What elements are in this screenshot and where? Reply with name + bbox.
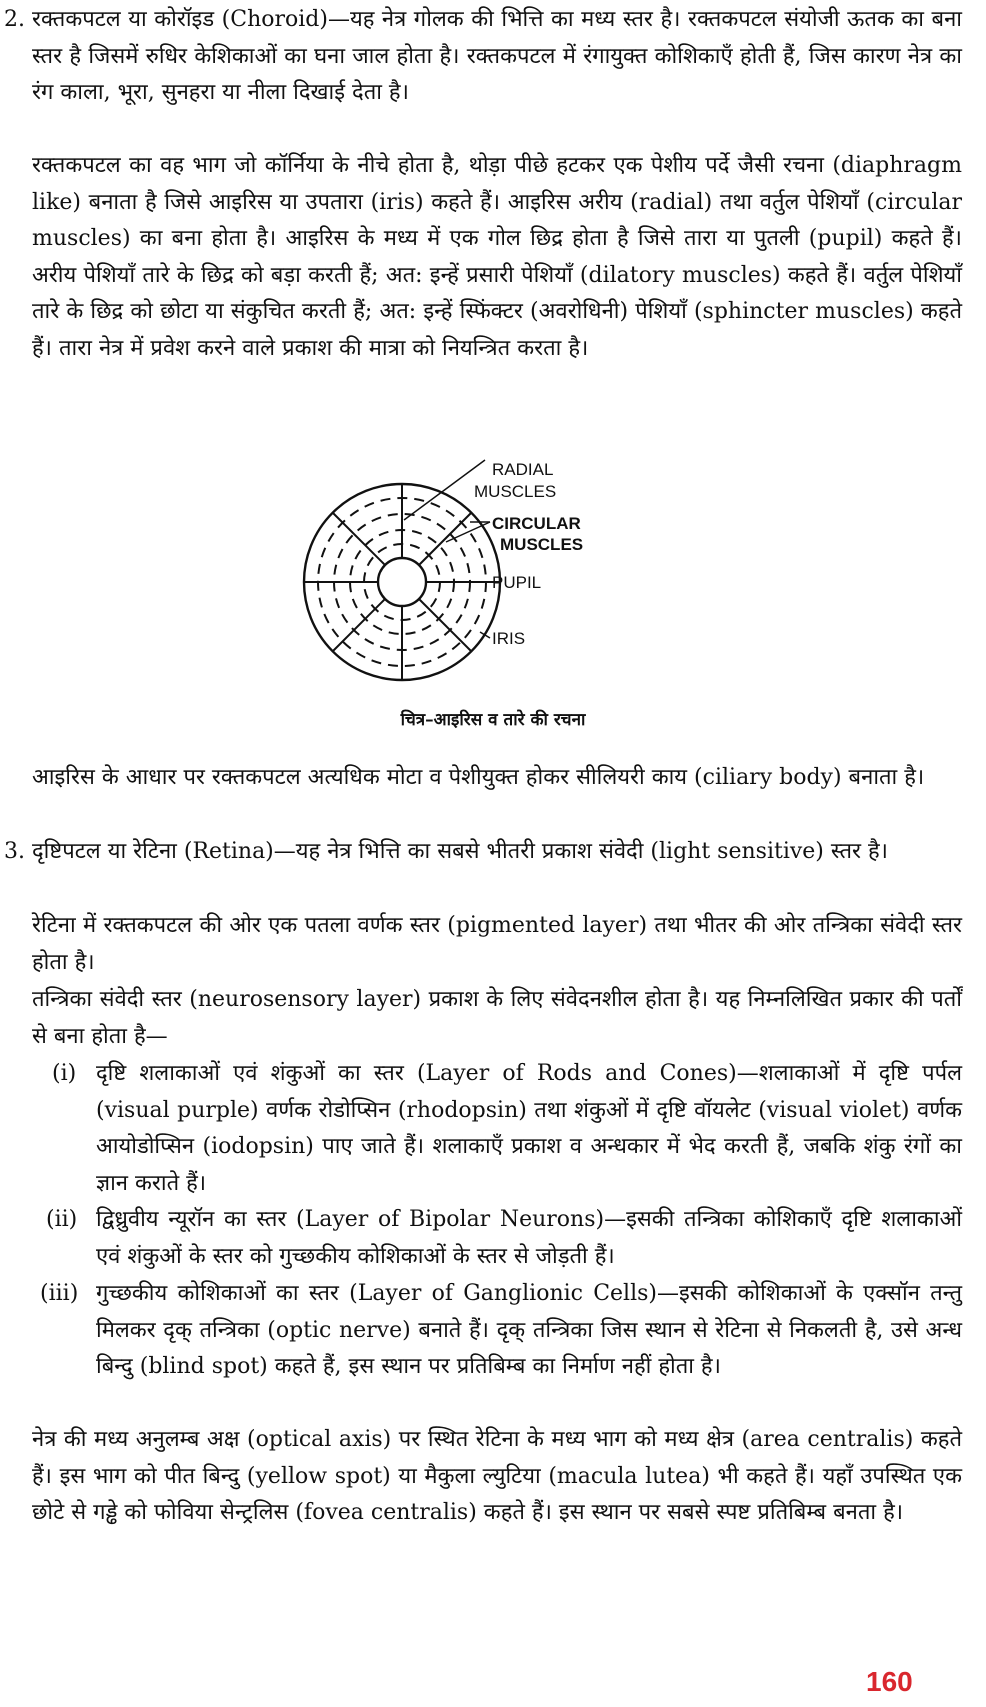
label-radial-1: RADIAL xyxy=(492,460,554,479)
figure-caption: चित्र–आइरिस व तारे की रचना xyxy=(400,710,586,730)
list-item: गुच्छकीय कोशिकाओं का स्तर (Layer of Ganglionic Cells)—इसकी कोशिकाओं के एक्सॉन तन्तु मिलकर दृक् तन्त्रिका (optic nerve) बनाते हैं। दृक् तन्त्रिका जिस स्थान से रेटिना से निकलती है, उसे अन्ध बिन्दु (blind spot) कहते हैं, इस स्थान पर प्रतिबिम्ब का निर्माण नहीं होता है। xyxy=(96,1281,962,1380)
section-2-paragraph-2: रक्तकपटल का वह भाग जो कॉर्निया के नीचे होता है, थोड़ा पीछे हटकर एक पेशीय पर्दे जैसी रचना (diaphragm like) बनाता है जिसे आइरिस या उपतारा (iris) कहते हैं। आइरिस अरीय (radial) तथा वर्तुल पेशियाँ (circular muscles) का बना होता है। आइरिस के मध्य में एक गोल छिद्र होता है जिसे तारा या पुतली (pupil) कहते हैं। अरीय पेशियाँ तारे के छिद्र को बड़ा करती हैं; अत: इन्हें प्रसारी पेशियाँ (dilatory muscles) कहते हैं। वर्तुल पेशियाँ तारे के छिद्र को छोटा या संकुचित करती हैं; अत: इन्हें स्फिंक्टर (अवरोधिनी) पेशियाँ (sphincter muscles) कहते हैं। तारा नेत्र में प्रवेश करने वाले प्रकाश की मात्रा को नियन्त्रित करता है। xyxy=(32,153,962,361)
page-number: 160 xyxy=(866,1666,913,1697)
pupil-circle xyxy=(378,558,426,606)
iris-diagram xyxy=(300,460,680,720)
ciliary-body-paragraph: आइरिस के आधार पर रक्तकपटल अत्यधिक मोटा व पेशीयुक्त होकर सीलियरी काय (ciliary body) बनाता है। xyxy=(32,765,925,790)
section-3-paragraph-4: नेत्र की मध्य अनुलम्ब अक्ष (optical axis) पर स्थित रेटिना के मध्य भाग को मध्य क्षेत्र (area centralis) कहते हैं। इस भाग को पीत बिन्दु (yellow spot) या मैकुला ल्युटिया (macula lutea) भी कहते हैं। यहाँ उपस्थित एक छोटे से गड्ढे को फोविया सेन्ट्रलिस (fovea centralis) कहते हैं। इस स्थान पर सबसे स्पष्ट प्रतिबिम्ब बनता है। xyxy=(32,1427,962,1526)
list-item-number: (ii) xyxy=(46,1207,78,1232)
section-2-paragraph-1: रक्तकपटल या कोरॉइड (Choroid)—यह नेत्र गोलक की भित्ति का मध्य स्तर है। रक्तकपटल संयोजी ऊतक का बना स्तर है जिसमें रुधिर केशिकाओं का घना जाल होता है। रक्तकपटल में रंगायुक्त कोशिकाएँ होती हैं, जिस कारण नेत्र का रंग काला, भूरा, सुनहरा या नीला दिखाई देता है। xyxy=(32,7,962,106)
label-circular-2: MUSCLES xyxy=(500,535,584,554)
list-item: द्विध्रुवीय न्यूरॉन का स्तर (Layer of Bipolar Neurons)—इसकी तन्त्रिका कोशिकाएँ दृष्टि शलाकाओं एवं शंकुओं के स्तर को गुच्छकीय कोशिकाओं के स्तर से जोड़ती हैं। xyxy=(96,1207,962,1269)
section-3-paragraph-2: रेटिना में रक्तकपटल की ओर एक पतला वर्णक स्तर (pigmented layer) तथा भीतर की ओर तन्त्रिका संवेदी स्तर होता है। xyxy=(32,913,962,975)
list-item-number: (i) xyxy=(52,1061,77,1086)
list-item: दृष्टि शलाकाओं एवं शंकुओं का स्तर (Layer of Rods and Cones)—शलाकाओं में दृष्टि पर्पल (visual purple) वर्णक रोडोप्सिन (rhodopsin) तथा शंकुओं में दृष्टि वॉयलेट (visual violet) वर्णक आयोडोप्सिन (iodopsin) पाए जाते हैं। शलाकाएँ प्रकाश व अन्धकार में भेद करती हैं, जबकि शंकु रंगों का ज्ञान कराते हैं। xyxy=(96,1061,962,1196)
section-3-number: 3. xyxy=(4,839,25,864)
label-circular-1: CIRCULAR xyxy=(492,514,581,533)
label-radial-2: MUSCLES xyxy=(474,482,557,501)
section-3-paragraph-1: दृष्टिपटल या रेटिना (Retina)—यह नेत्र भित्ति का सबसे भीतरी प्रकाश संवेदी (light sensitive) स्तर है। xyxy=(32,839,888,864)
label-pupil: PUPIL xyxy=(492,573,542,592)
section-3-paragraph-3: तन्त्रिका संवेदी स्तर (neurosensory layer) प्रकाश के लिए संवेदनशील होता है। यह निम्नलिखित प्रकार की पर्तों से बना होता है— xyxy=(32,987,962,1049)
section-2-number: 2. xyxy=(4,7,25,32)
label-iris: IRIS xyxy=(492,629,526,648)
list-item-number: (iii) xyxy=(40,1281,79,1306)
